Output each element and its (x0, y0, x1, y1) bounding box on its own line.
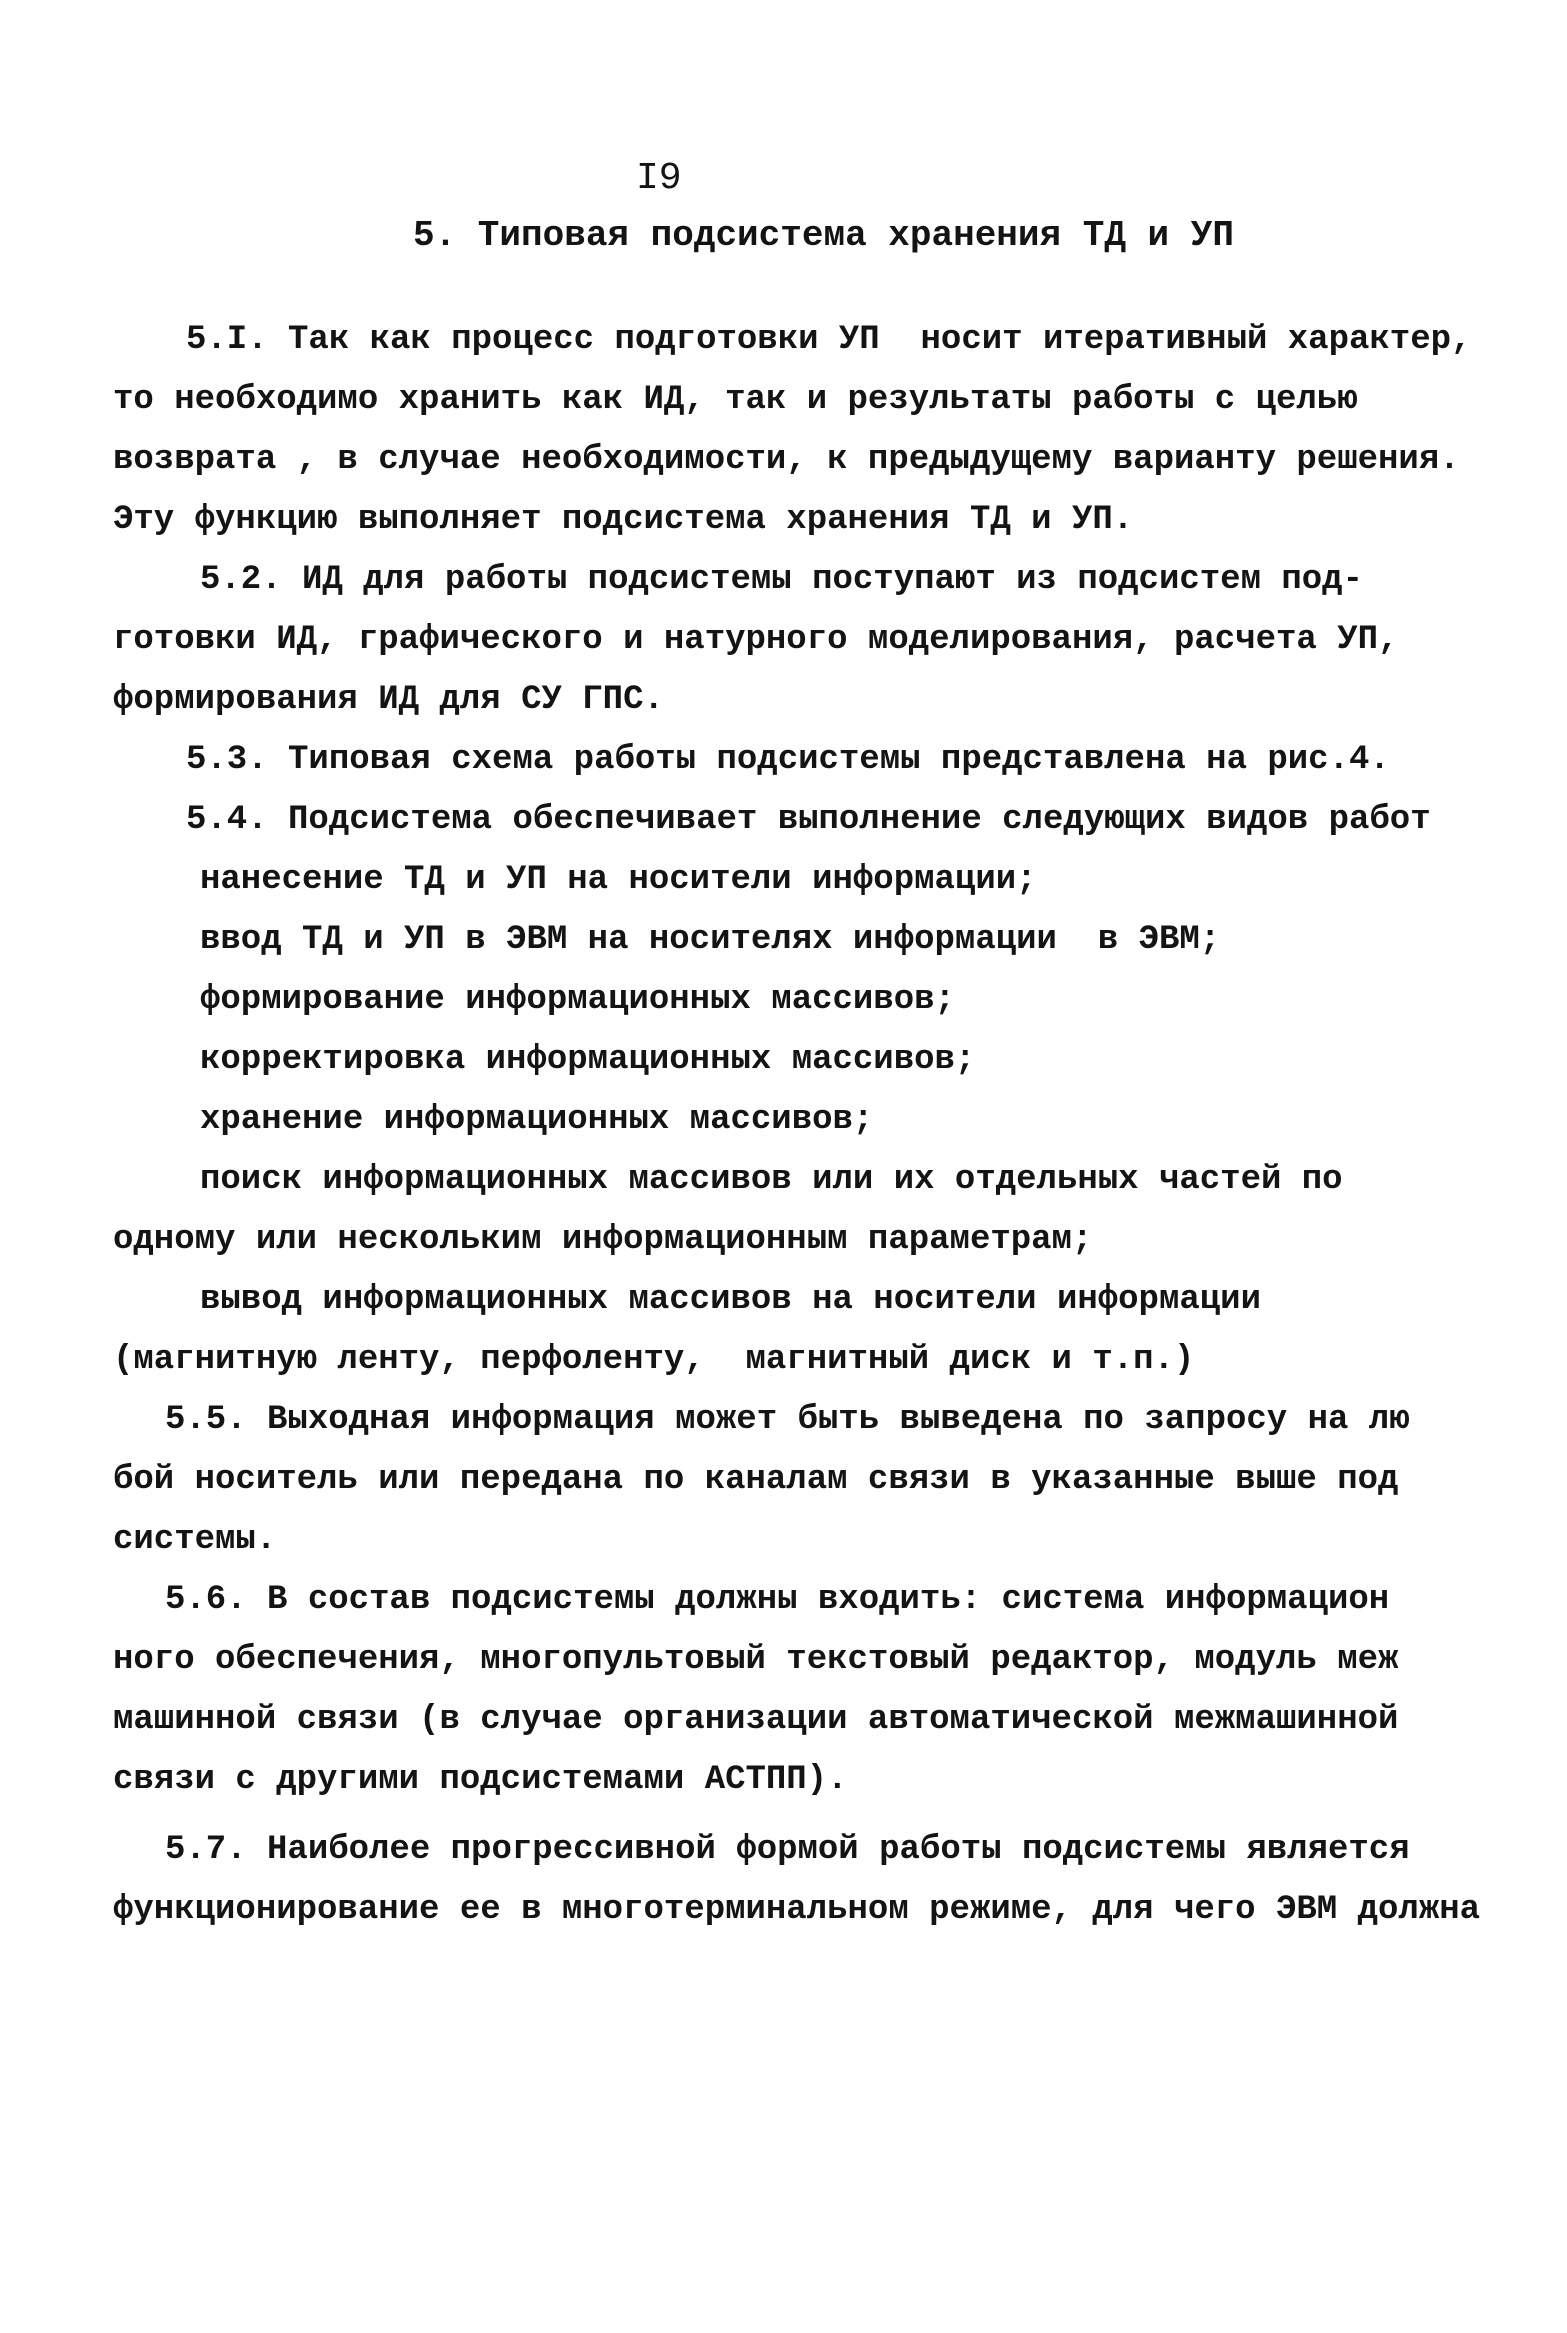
text-line: корректировка информационных массивов; (200, 1041, 976, 1079)
text-line: возврата , в случае необходимости, к предыдущему варианту решения. (113, 441, 1460, 479)
text-line: нанесение ТД и УП на носители информации; (200, 861, 1037, 899)
text-line: одному или нескольким информационным параметрам; (113, 1221, 1093, 1259)
text-line: Эту функцию выполняет подсистема хранения ТД и УП. (113, 501, 1134, 539)
text-line: хранение информационных массивов; (200, 1101, 874, 1139)
text-line: ного обеспечения, многопультовый текстовый редактор, модуль меж (113, 1641, 1399, 1679)
text-line: формирования ИД для СУ ГПС. (113, 681, 664, 719)
text-line: вывод информационных массивов на носители информации (200, 1281, 1261, 1319)
text-line: связи с другими подсистемами АСТПП). (113, 1761, 848, 1799)
text-line: 5.3. Типовая схема работы подсистемы представлена на рис.4. (186, 741, 1390, 779)
text-line: системы. (113, 1521, 277, 1559)
text-line: формирование информационных массивов; (200, 981, 955, 1019)
text-line: машинной связи (в случае организации автоматической межмашинной (113, 1701, 1399, 1739)
text-line: ввод ТД и УП в ЭВМ на носителях информации в ЭВМ; (200, 921, 1221, 959)
page-number: I9 (636, 157, 682, 200)
text-line: готовки ИД, графического и натурного моделирования, расчета УП, (113, 621, 1399, 659)
text-line: бой носитель или передана по каналам связи в указанные выше под (113, 1461, 1399, 1499)
text-line: функционирование ее в многотерминальном режиме, для чего ЭВМ должна (113, 1891, 1481, 1929)
text-line: 5.4. Подсистема обеспечивает выполнение следующих видов работ (186, 801, 1431, 839)
text-line: поиск информационных массивов или их отдельных частей по (200, 1161, 1343, 1199)
text-line: 5.I. Так как процесс подготовки УП носит итеративный характер, (186, 321, 1472, 359)
section-heading: 5. Типовая подсистема хранения ТД и УП (413, 215, 1234, 256)
text-line: 5.5. Выходная информация может быть выведена по запросу на лю (165, 1401, 1410, 1439)
text-line: 5.6. В состав подсистемы должны входить: система информацион (165, 1581, 1390, 1619)
text-line: то необходимо хранить как ИД, так и результаты работы с целью (113, 381, 1358, 419)
text-line: (магнитную ленту, перфоленту, магнитный диск и т.п.) (113, 1341, 1195, 1379)
text-line: 5.2. ИД для работы подсистемы поступают из подсистем под- (200, 561, 1363, 599)
text-line: 5.7. Наиболее прогрессивной формой работы подсистемы является (165, 1831, 1410, 1869)
